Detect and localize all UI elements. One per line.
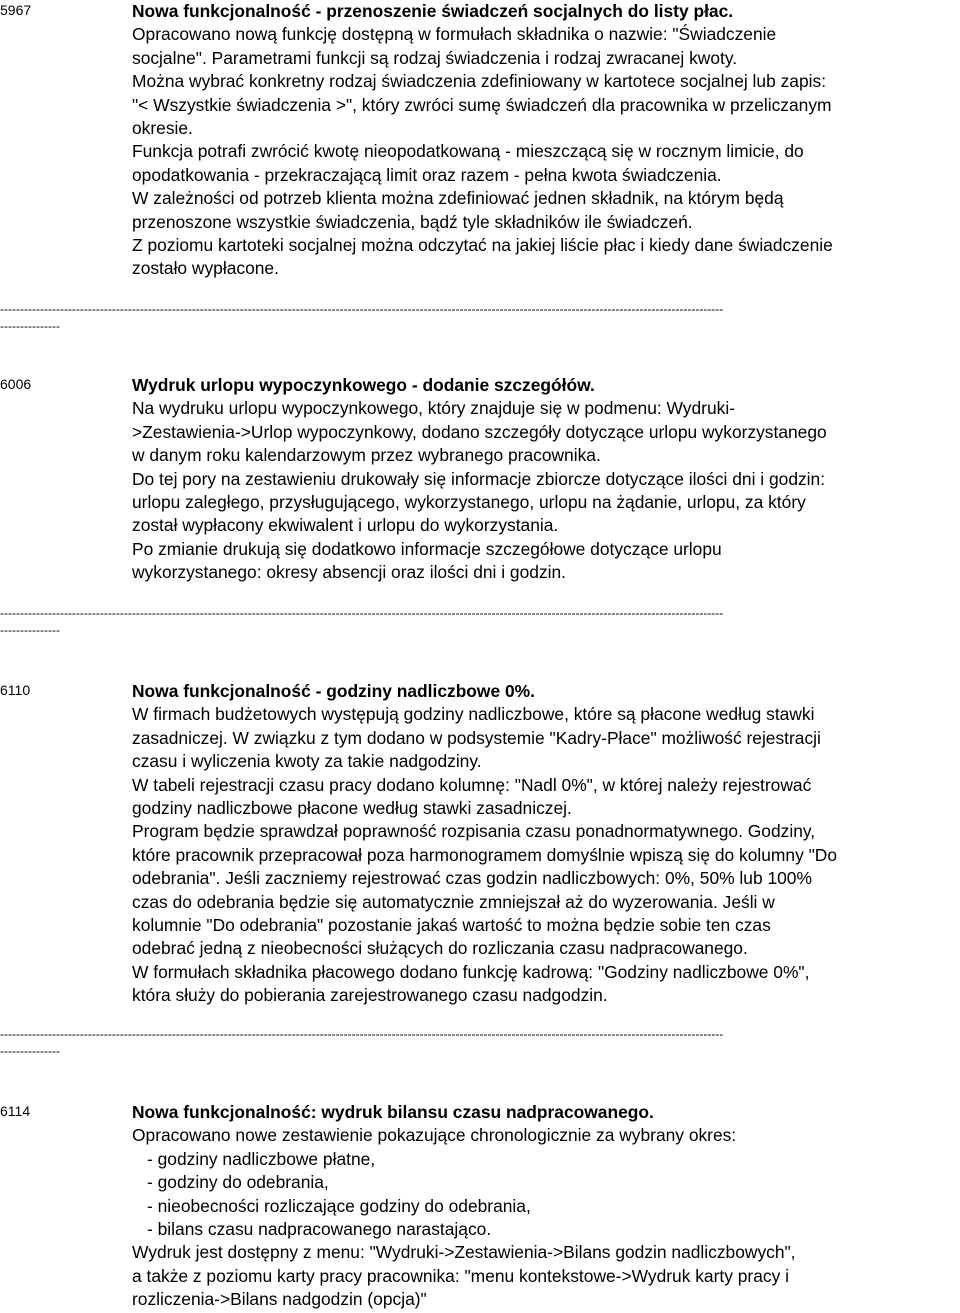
separator-line: --------------- (0, 624, 60, 637)
entry-list-item: - bilans czasu nadpracowanego narastająco. (147, 1219, 492, 1240)
entry-line: opodatkowania - przekraczającą limit oraz razem - pełna kwota świadczenia. (132, 164, 722, 185)
entry-line: kolumnie "Do odebrania" pozostanie jakaś wartość to można będzie sobie ten czas (132, 915, 771, 936)
entry-line: Z poziomu kartoteki socjalnej można odczytać na jakiej liście płac i kiedy dane świadczenie (132, 235, 833, 256)
entry-title: Nowa funkcjonalność - godziny nadliczbowe 0%. (132, 681, 535, 701)
separator-line: ------------------------------------------------------------------------------------------------------------------------------------------------------------------------------------- (0, 1028, 724, 1041)
entry-list-item: - nieobecności rozliczające godziny do odebrania, (147, 1195, 531, 1216)
entry-line: w danym roku kalendarzowym przez wybranego pracownika. (132, 445, 601, 466)
entry-line: Funkcja potrafi zwrócić kwotę nieopodatkowaną - mieszczącą się w rocznym limicie, do (132, 141, 804, 162)
entry-line: odebrania". Jeśli zaczniemy rejestrować czas godzin nadliczbowych: 0%, 50% lub 100% (132, 868, 812, 889)
entry-number: 6006 (0, 376, 32, 392)
entry-line: wykorzystanego: okresy absencji oraz ilości dni i godzin. (132, 562, 567, 583)
entry-line: a także z poziomu karty pracy pracownika: "menu kontekstowe->Wydruk karty pracy i (132, 1265, 789, 1286)
entry-body (132, 0, 960, 281)
entry-body (132, 374, 960, 585)
entry-line: >Zestawienia->Urlop wypoczynkowy, dodano szczegóły dotyczące urlopu wykorzystanego (132, 421, 827, 442)
entry-line: W formułach składnika płacowego dodano funkcję kadrową: "Godziny nadliczbowe 0%", (132, 961, 810, 982)
entry-title: Wydruk urlopu wypoczynkowego - dodanie szczegółów. (132, 375, 595, 395)
entry-list-item: - godziny nadliczbowe płatne, (147, 1148, 376, 1169)
entry-line: Program będzie sprawdzał poprawność rozpisania czasu ponadnormatywnego. Godziny, (132, 821, 816, 842)
entry-line: urlopu zaległego, przysługującego, wykorzystanego, urlopu na żądanie, urlopu, za który (132, 492, 806, 513)
separator-line: ------------------------------------------------------------------------------------------------------------------------------------------------------------------------------------- (0, 607, 724, 620)
entry-number: 6110 (0, 682, 31, 698)
entry-line: która służy do pobierania zarejestrowanego czasu nadgodzin. (132, 985, 608, 1006)
entry-line: socjalne". Parametrami funkcji są rodzaj świadczenia i rodzaj zwracanej kwoty. (132, 47, 738, 68)
entry-line: Na wydruku urlopu wypoczynkowego, który znajduje się w podmenu: Wydruki- (132, 398, 735, 419)
entry-line: Opracowano nowe zestawienie pokazujące chronologicznie za wybrany okres: (132, 1125, 737, 1146)
entry-line: Można wybrać konkretny rodzaj świadczenia zdefiniowany w kartotece socjalnej lub zapis: (132, 71, 827, 92)
entry-line: zasadniczej. W związku z tym dodano w podsystemie "Kadry-Płace" możliwość rejestracji (132, 727, 821, 748)
entry-line: zostało wypłacone. (132, 258, 279, 279)
entry-body (132, 1101, 960, 1312)
entry-line: W tabeli rejestracji czasu pracy dodano kolumnę: "Nadl 0%", w której należy rejestrować (132, 774, 812, 795)
entry-line: przenoszone wszystkie świadczenia, bądź tyle składników ile świadczeń. (132, 211, 693, 232)
entry-line: odebrać jedną z nieobecności służących do rozliczania czasu nadpracowanego. (132, 938, 748, 959)
entry-line: Opracowano nową funkcję dostępną w formułach składnika o nazwie: "Świadczenie (132, 24, 777, 45)
entry-line: czasu i wyliczenia kwoty za takie nadgodziny. (132, 751, 482, 772)
entry-line: czas do odebrania będzie się automatycznie zmniejszał aż do wyzerowania. Jeśli w (132, 891, 775, 912)
separator-line: --------------- (0, 320, 60, 333)
entry-line: "< Wszystkie świadczenia >", który zwróci sumę świadczeń dla pracownika w przeliczanym (132, 94, 832, 115)
entry-line: które pracownik przepracował poza harmonogramem domyślnie wpiszą się do kolumny "Do (132, 844, 838, 865)
entry-line: rozliczenia->Bilans nadgodzin (opcja)" (132, 1289, 427, 1310)
entry-number: 5967 (0, 2, 32, 18)
entry-number: 6114 (0, 1103, 31, 1119)
entry-line: Wydruk jest dostępny z menu: "Wydruki->Zestawienia->Bilans godzin nadliczbowych", (132, 1242, 796, 1263)
entry-line: okresie. (132, 118, 193, 139)
entry-title: Nowa funkcjonalność: wydruk bilansu czasu nadpracowanego. (132, 1102, 654, 1122)
entry-line: został wypłacony ekwiwalent i urlopu do wykorzystania. (132, 515, 559, 536)
entry-line: W zależności od potrzeb klienta można zdefiniować jednen składnik, na którym będą (132, 188, 784, 209)
separator-line: --------------- (0, 1045, 60, 1058)
entry-line: godziny nadliczbowe płacone według stawki zasadniczej. (132, 798, 572, 819)
entry-line: Do tej pory na zestawieniu drukowały się informacje zbiorcze dotyczące ilości dni i godzin: (132, 468, 826, 489)
entry-body (132, 680, 960, 1008)
separator-line: ------------------------------------------------------------------------------------------------------------------------------------------------------------------------------------- (0, 303, 724, 316)
entry-line: W firmach budżetowych występują godziny nadliczbowe, które są płacone według stawki (132, 704, 815, 725)
entry-line: Po zmianie drukują się dodatkowo informacje szczegółowe dotyczące urlopu (132, 538, 722, 559)
entry-list-item: - godziny do odebrania, (147, 1172, 329, 1193)
entry-title: Nowa funkcjonalność - przenoszenie świadczeń socjalnych do listy płac. (132, 1, 734, 21)
